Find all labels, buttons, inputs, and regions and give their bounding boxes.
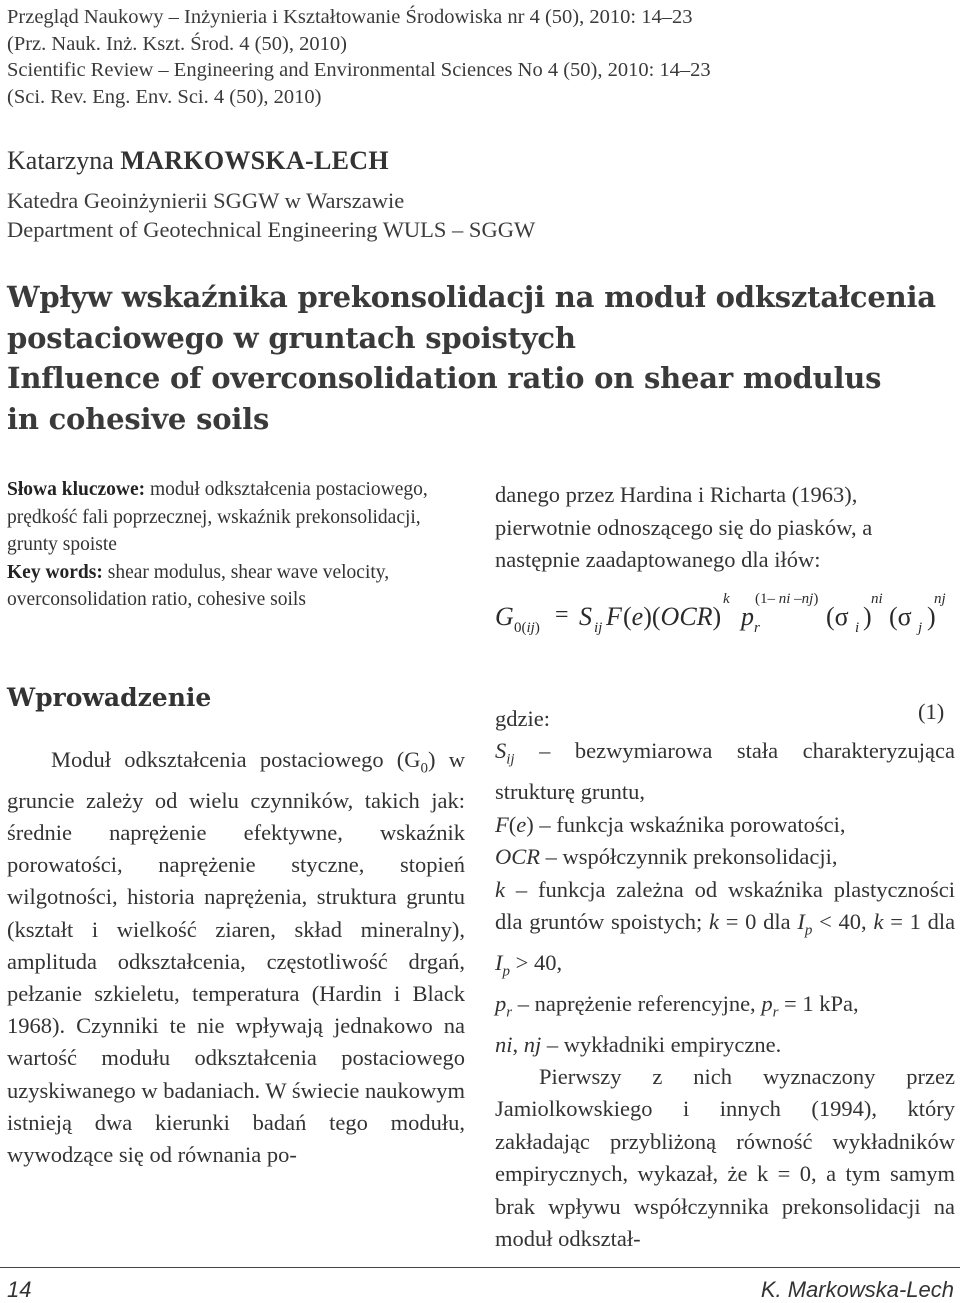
symbol-definition: ni, nj – wykładniki empiryczne. (495, 1031, 782, 1057)
keywords-block (7, 476, 472, 614)
journal-line: (Prz. Nauk. Inż. Kszt. Środ. 4 (50), 2010) (7, 32, 347, 55)
equation-1: G 0(ij) = S ij F (e)(OCR) k p r (1– ni –nj) (σ i ) ni (σ j ) nj (495, 591, 946, 636)
author-last-name: MARKOWSKA-LECH (120, 146, 389, 175)
title-pl-line: postaciowego w gruntach spoistych (7, 320, 576, 355)
affiliation-en: Department of Geotechnical Engineering WULS – SGGW (7, 217, 536, 242)
author-name (7, 145, 389, 177)
intro-text-start: Moduł odkształcenia postaciowego (G (51, 747, 421, 772)
title-pl-line: Wpływ wskaźnika prekonsolidacji na moduł odkształcenia (7, 280, 936, 314)
paper-title (7, 277, 952, 439)
keywords-pl-text: moduł odkształcenia postaciowego, prędkość fali poprzecznej, wskaźnik prekonsolidacji, grunty spoiste (7, 479, 428, 555)
right-column-body (495, 703, 955, 1256)
section-heading: Wprowadzenie (7, 683, 212, 712)
keywords-en (7, 559, 472, 614)
right-paragraph: Pierwszy z nich wyznaczony przez Jamiolkowskiego i innych (1994), który zakładając przybliżoną równość wykładników empirycznych, wykazał, że k = 0, a tym samym brak wpływu współczynnika prekonsolidacji na moduł odkształ- (495, 1064, 955, 1252)
journal-line: Przegląd Naukowy – Inżynieria i Kształtowanie Środowiska nr 4 (50), 2010: 14–23 (7, 6, 693, 28)
symbol-definition: $p_r$ – naprężenie referencyjne, $p_r = 1$ kPa, (495, 990, 859, 1021)
author-first-name: Katarzyna (7, 146, 114, 175)
intro-text-rest: ) w gruncie zależy od wielu czynników, takich jak: średnie naprężenie efektywne, wskaźnik porowatości, naprężenie styczne, stopień wilgotności, historia naprężenia, struktura gruntu (kształt i wielkość ziaren, skład mineralny), amplituda odkształcenia, częstotliwość drgań, pełzanie szkieletu, temperatura (Hardin i Black 1968). Czynniki te nie wpływają jednakowo na wartość modułu odkształcenia postaciowego uzyskiwanego w badaniach. W świecie naukowym istnieją dwa kierunki badań tego modułu, wywodzące się od równania po- (7, 747, 465, 1167)
journal-header (7, 4, 952, 110)
footer-rule (0, 1267, 960, 1268)
where-label: gdzie: (495, 706, 550, 731)
title-en-line: Influence of overconsolidation ratio on shear modulus (7, 361, 882, 395)
journal-line: (Sci. Rev. Eng. Env. Sci. 4 (50), 2010) (7, 85, 322, 108)
right-column-lead: danego przez Hardina i Richarta (1963), pierwotnie odnoszącego się do piasków, a następnie zaadaptowanego dla iłów: (495, 482, 873, 572)
symbol-definition: OCR – współczynnik prekonsolidacji, (495, 844, 838, 870)
keywords-en-text: shear modulus, shear wave velocity, overconsolidation ratio, cohesive soils (7, 561, 390, 610)
page-number: 14 (7, 1277, 32, 1302)
keywords-en-label: Key words: (7, 561, 103, 583)
equation-number: (1) (918, 699, 945, 724)
intro-paragraph (7, 744, 465, 1171)
journal-line: Scientific Review – Engineering and Environmental Sciences No 4 (50), 2010: 14–23 (7, 59, 711, 81)
title-en-line: in cohesive soils (7, 401, 270, 436)
footer-author: K. Markowska-Lech (760, 1277, 954, 1302)
symbol-definition: k – funkcja zależna od wskaźnika plastyczności dla gruntów spoistych; k = 0 dla $I_p < 40$, k = 1 dla $I_p > 40$, (495, 876, 956, 980)
intro-subscript: 0 (420, 760, 429, 777)
keywords-pl-label: Słowa kluczowe: (7, 479, 146, 500)
affiliation (7, 186, 535, 244)
symbol-definition: $S_{ij}$ – bezwymiarowa stała charakteryzująca strukturę gruntu, (495, 738, 955, 805)
symbol-definition: F(e) – funkcja wskaźnika porowatości, (495, 811, 846, 837)
keywords-pl (7, 476, 472, 559)
affiliation-pl: Katedra Geoinżynierii SGGW w Warszawie (7, 188, 405, 213)
